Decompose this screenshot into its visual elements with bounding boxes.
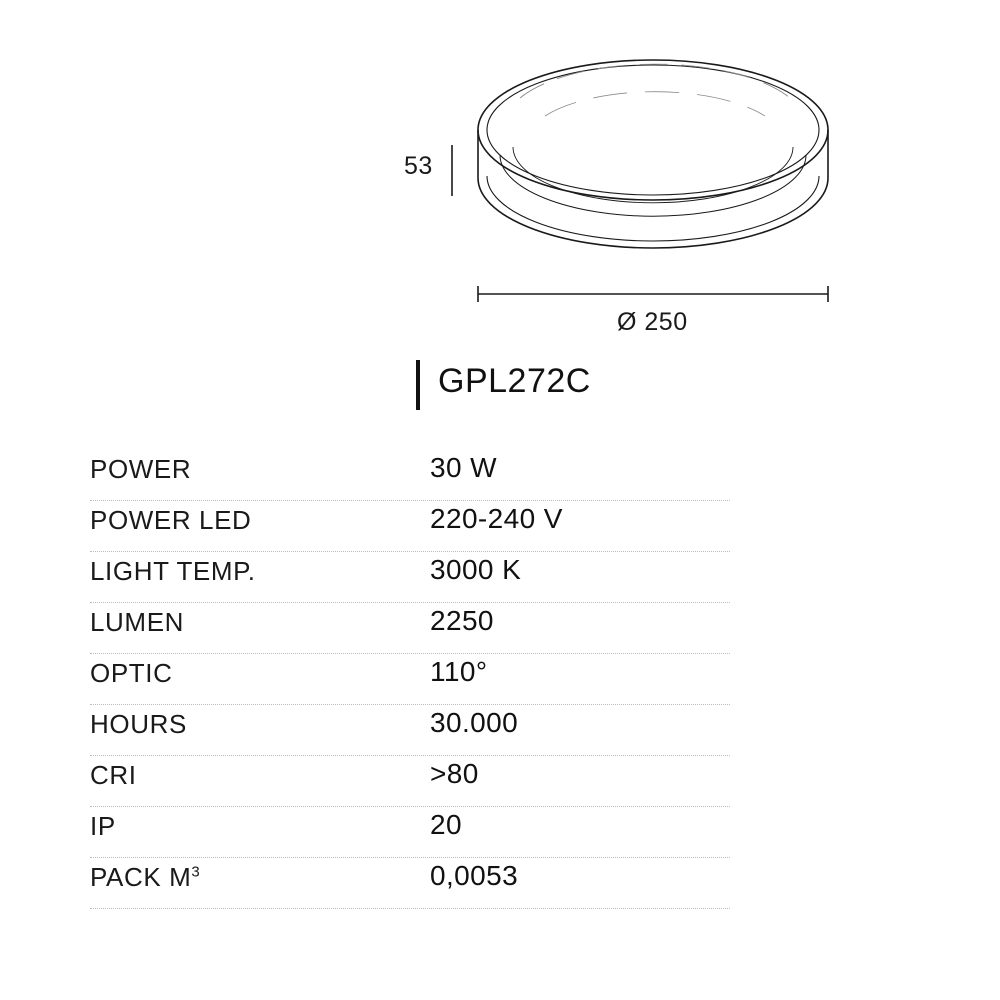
- height-dimension-label: 53: [404, 152, 433, 180]
- spec-value: 2250: [430, 605, 494, 636]
- lamp-bottom-inner-ring: [487, 176, 819, 241]
- spec-label: POWER: [90, 454, 192, 484]
- luminaire-technical-drawing: [0, 0, 1000, 350]
- lamp-bottom-outline: [478, 178, 828, 248]
- spec-label: HOURS: [90, 709, 187, 739]
- table-row: [90, 705, 730, 756]
- spec-label: [90, 858, 430, 893]
- spec-label: IP: [90, 811, 116, 841]
- table-row: [90, 654, 730, 705]
- table-row: [90, 603, 730, 654]
- spec-label: OPTIC: [90, 658, 173, 688]
- table-row: [90, 552, 730, 603]
- spec-label: LUMEN: [90, 607, 185, 637]
- spec-label: CRI: [90, 760, 137, 790]
- spec-value: 110°: [430, 656, 488, 687]
- spec-label: POWER LED: [90, 505, 252, 535]
- spec-label-text: PACK M: [90, 862, 192, 892]
- spec-value: 20: [430, 809, 462, 840]
- specifications-table: [90, 450, 730, 909]
- table-row: [90, 807, 730, 858]
- spec-value: 0,0053: [430, 860, 519, 891]
- title-accent-bar: [416, 360, 420, 410]
- spec-value: >80: [430, 758, 479, 789]
- product-title-row: [0, 360, 1000, 416]
- table-row: [90, 756, 730, 807]
- lamp-top-highlight-arc: [520, 64, 790, 98]
- lamp-top-outline: [478, 60, 828, 200]
- spec-label-superscript: 3: [191, 863, 201, 881]
- lamp-top-highlight-arc-2: [545, 92, 765, 116]
- spec-label: LIGHT TEMP.: [90, 556, 256, 586]
- spec-value: 220-240 V: [430, 503, 563, 534]
- spec-value: 30 W: [430, 452, 497, 483]
- spec-value: 30.000: [430, 707, 519, 738]
- table-row: [90, 858, 730, 909]
- spec-value: 3000 K: [430, 554, 522, 585]
- product-drawing: [0, 0, 1000, 350]
- table-row: [90, 450, 730, 501]
- diameter-dimension-label: Ø 250: [617, 308, 688, 336]
- lamp-diffuser-arc-2: [513, 147, 793, 203]
- lamp-top-inner-ring: [487, 65, 819, 195]
- table-row: [90, 501, 730, 552]
- diameter-dimension-line: [478, 286, 828, 302]
- product-code: GPL272C: [438, 362, 591, 400]
